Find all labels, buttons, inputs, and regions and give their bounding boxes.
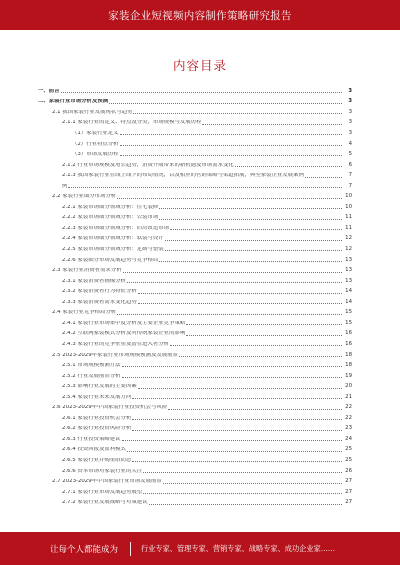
toc-dot-leader: [138, 388, 342, 389]
toc-entry-page: 3: [348, 129, 352, 136]
toc-entry-label: 2.2 家装行业细分市场分析: [52, 194, 117, 200]
toc-dot-leader: [122, 377, 342, 378]
toc-dot-leader: [235, 166, 342, 167]
toc-entry[interactable]: [38, 308, 352, 316]
toc-dot-leader: [120, 145, 342, 146]
toc-dot-leader: [168, 409, 342, 410]
toc-dot-leader: [123, 272, 342, 273]
toc-entry-label: 2.1.1 家装行业的定义、特点及分类，市场规模与发展历程: [62, 120, 202, 126]
toc-dot-leader: [117, 314, 342, 315]
toc-dot-leader: [149, 504, 342, 505]
toc-entry-page: 10: [345, 203, 352, 210]
toc-dot-leader: [127, 282, 342, 283]
toc-entry-label: 2.6.2 家装行业投资风险分析: [62, 426, 132, 432]
toc-entry-label: 2.6.3 行业投资策略建议: [62, 436, 121, 442]
toc-entry[interactable]: [38, 371, 352, 379]
toc-entry[interactable]: [38, 149, 352, 157]
toc-entry-page: 27: [345, 478, 352, 485]
toc-dot-leader: [120, 155, 342, 156]
toc-entry[interactable]: [38, 434, 352, 442]
toc-entry-page: 6: [348, 161, 352, 168]
toc-entry-page: 5: [348, 151, 352, 158]
toc-entry[interactable]: [38, 97, 352, 105]
report-header-bar: [0, 0, 400, 30]
toc-entry-page: 15: [345, 319, 352, 326]
footer-tagline: 行业专家、管理专家、营销专家、战略专家、成功企业家……: [141, 543, 336, 553]
toc-entry-page: 14: [345, 298, 352, 305]
toc-entry-label: 2.3.3 家装消费者需求变化趋势: [62, 299, 137, 305]
toc-entry[interactable]: [38, 192, 352, 200]
toc-entry[interactable]: [38, 297, 352, 305]
toc-entry-label: 2.6.1 家装行业投资机会分析: [62, 415, 132, 421]
toc-entry-page: 4: [348, 140, 352, 147]
toc-entry[interactable]: [38, 223, 352, 231]
toc-entry[interactable]: [38, 403, 352, 411]
toc-entry-label: （1）家装行业定义: [72, 130, 119, 136]
toc-dot-leader: [170, 345, 342, 346]
toc-entry-page: 18: [345, 351, 352, 358]
toc-entry-page: 22: [345, 414, 352, 421]
toc-entry-page: 19: [345, 372, 352, 379]
toc-entry-label: 2.5.4 家装行业未来发展方向: [62, 394, 132, 400]
toc-entry[interactable]: [38, 487, 352, 495]
toc-entry-page: 15: [345, 309, 352, 316]
toc-entry[interactable]: [38, 381, 352, 389]
toc-entry-label: 2.6 2023-2029年中国家装行业投资机会与风险: [52, 405, 168, 411]
toc-dot-leader: [186, 335, 342, 336]
footer-divider: [130, 542, 131, 556]
toc-entry-label: 2.1.3 我国家装行业在线上线下的布局情况，以及相应的营销策略与渠道拓展，典型家装企业发展案例: [62, 173, 304, 179]
toc-entry-page: 18: [345, 362, 352, 369]
toc-dot-leader: [165, 250, 342, 251]
toc-entry[interactable]: [38, 455, 352, 463]
toc-entry[interactable]: [38, 160, 352, 168]
toc-entry[interactable]: [38, 139, 352, 147]
toc-entry-page: 3: [348, 119, 352, 126]
toc-dot-leader: [143, 493, 342, 494]
toc-entry-label: 2.4.3 家装行业的竞争壁垒及潜在进入者分析: [62, 341, 170, 347]
toc-entry[interactable]: [38, 445, 352, 453]
toc-dot-leader: [122, 440, 342, 441]
toc-entry-page: 27: [345, 488, 352, 495]
toc-entry-label: 2.6.6 资本市场对家装行业的关注: [62, 468, 143, 474]
toc-entry-label: 2.7.1 家装行业市场发展趋势展望: [62, 489, 143, 495]
report-title: 家装企业短视频内容制作策略研究报告: [108, 9, 292, 22]
toc-dot-leader: [159, 261, 342, 262]
toc-entry-page: 13: [345, 277, 352, 284]
toc-entry-label: 2.5.2 行业发展前景分析: [62, 373, 121, 379]
toc-entry-page: 16: [345, 330, 352, 337]
toc-dot-leader: [159, 208, 342, 209]
toc-entry-label: 2.2.6 家装细分市场发展趋势与竞争格局: [62, 257, 159, 263]
toc-dot-leader: [138, 303, 342, 304]
toc-entry[interactable]: [38, 413, 352, 421]
toc-entry-page: 12: [345, 235, 352, 242]
footer-bar: [0, 532, 400, 565]
footer-slogan: 让每个人都能成为: [50, 544, 119, 555]
toc-entry-page: 7: [348, 172, 352, 179]
toc-entry-label: 2.5.1 市场规模预测方法: [62, 363, 121, 369]
toc-entry-label: 2.4 家装行业竞争格局分析: [52, 310, 117, 316]
toc-entry-page: 27: [345, 499, 352, 506]
toc-dot-leader: [117, 198, 342, 199]
toc-entry-label: 2.7.2 家装行业发展战略与对策建议: [62, 500, 148, 506]
toc-entry[interactable]: [38, 244, 352, 252]
toc-entry[interactable]: [38, 424, 352, 432]
toc-dot-leader: [127, 451, 342, 452]
toc-entry-page: 13: [345, 256, 352, 263]
toc-entry-page: 3: [348, 98, 352, 105]
toc-dot-leader: [165, 240, 342, 241]
toc-entry[interactable]: [38, 350, 352, 358]
toc-entry[interactable]: [38, 118, 352, 126]
toc-entry-page: 21: [345, 393, 352, 400]
toc-dot-leader: [133, 113, 342, 114]
toc-entry[interactable]: [38, 276, 352, 284]
toc-entry-label: 2.2.2 家装市场细分领域分析：公装市场: [62, 215, 159, 221]
toc-entry[interactable]: [38, 202, 352, 210]
toc-dot-leader: [120, 134, 342, 135]
toc-entry-page: 12: [345, 246, 352, 253]
toc-entry[interactable]: [38, 265, 352, 273]
toc-entry-label: 2.4.1 家装行业市场集中度分析及主要企业竞争策略: [62, 320, 186, 326]
toc-entry-label: 2.5 2023-2029年家装行业市场规模预测及发展前景: [52, 352, 178, 358]
toc-entry-label: （2）行业特点分析: [72, 141, 119, 147]
toc-entry-label: 2.4.2 互联网家装模式分析及对传统家装企业的影响: [62, 331, 186, 337]
toc-entry-page: 13: [345, 267, 352, 274]
toc-entry[interactable]: [38, 286, 352, 294]
toc-entry-page: 24: [345, 435, 352, 442]
toc-entry[interactable]: [38, 107, 352, 115]
toc-entry-page: 14: [345, 288, 352, 295]
toc-entry-page: 3: [348, 87, 352, 94]
toc-entry-page: 3: [348, 108, 352, 115]
toc-entry[interactable]: [38, 86, 352, 94]
toc-entry-label: 例: [62, 183, 68, 189]
toc-dot-leader: [159, 219, 342, 220]
toc-entry-label: 2.2.5 家装市场细分领域分析：定制与整装: [62, 247, 164, 253]
toc-entry-label: 2.6.5 家装行业并购重组动态: [62, 458, 132, 464]
toc-heading: 内容目录: [172, 58, 227, 73]
toc-entry[interactable]: [38, 466, 352, 474]
toc-dot-leader: [138, 293, 342, 294]
toc-dot-leader: [132, 419, 342, 420]
toc-entry-page: 11: [345, 214, 352, 221]
toc-entry-page: 22: [345, 404, 352, 411]
toc-entry-page: 26: [345, 467, 352, 474]
toc-entry-label: 2.3.2 家装消费者行为特征分析: [62, 289, 137, 295]
toc-entry-page: 16: [345, 340, 352, 347]
toc-entry[interactable]: [38, 255, 352, 263]
toc-entry[interactable]: [38, 128, 352, 136]
toc-entry-label: 2.3 家装行业消费者需求分析: [52, 268, 122, 274]
toc-entry-page: 25: [345, 457, 352, 464]
toc-entry-label: 2.2.1 家装市场细分领域分析：住宅装修: [62, 204, 159, 210]
toc-entry-label: 二、家装行业市场分析及预测: [38, 99, 109, 105]
toc-entry-page: 11: [345, 224, 352, 231]
toc-entry[interactable]: [38, 213, 352, 221]
toc-entry-page: 10: [345, 193, 352, 200]
toc-dot-leader: [143, 472, 342, 473]
toc-entry-page: 23: [345, 425, 352, 432]
toc-entry[interactable]: [38, 497, 352, 505]
toc-entry-label: 2.2.3 家装市场细分领域分析：旧房改造市场: [62, 225, 170, 231]
toc-entry-label: （3）市场发展历程: [72, 152, 119, 158]
toc-dot-leader: [61, 92, 342, 93]
toc-entry[interactable]: [38, 392, 352, 400]
toc-entry-label: 2.2.4 家装市场细分领域分析：软装与设计: [62, 236, 164, 242]
toc-entry-label: 2.6.4 投资回报及盈利模式: [62, 447, 126, 453]
toc-entry-label: 2.7 2023-2029年中国家装行业市场发展前景: [52, 479, 162, 485]
toc-entry-label: 2.3.1 家装消费者画像分析: [62, 278, 126, 284]
toc-entry[interactable]: [38, 360, 352, 368]
toc-dot-leader: [179, 356, 342, 357]
toc-dot-leader: [132, 461, 342, 462]
toc-dot-leader: [202, 124, 342, 125]
toc-entry[interactable]: [38, 181, 352, 189]
table-of-contents: [38, 86, 352, 518]
toc-entry-page: 25: [345, 446, 352, 453]
toc-entry-page: 7: [348, 182, 352, 189]
toc-entry-label: 一、前言: [38, 88, 60, 94]
toc-dot-leader: [186, 324, 342, 325]
toc-entry[interactable]: [38, 329, 352, 337]
toc-dot-leader: [170, 229, 342, 230]
toc-entry[interactable]: [38, 318, 352, 326]
toc-dot-leader: [163, 483, 342, 484]
toc-entry-label: 2.1 我国家装行业发展现状与趋势: [52, 109, 133, 115]
toc-entry[interactable]: [38, 170, 352, 178]
toc-dot-leader: [132, 398, 342, 399]
toc-dot-leader: [68, 187, 342, 188]
toc-entry[interactable]: [38, 339, 352, 347]
toc-dot-leader: [132, 430, 342, 431]
toc-entry[interactable]: [38, 234, 352, 242]
toc-dot-leader: [122, 366, 342, 367]
toc-dot-leader: [109, 103, 342, 104]
toc-dot-leader: [305, 177, 342, 178]
toc-entry-label: 2.5.3 影响行业发展的主要因素: [62, 384, 137, 390]
toc-entry-page: 20: [345, 383, 352, 390]
toc-entry[interactable]: [38, 476, 352, 484]
toc-entry-label: 2.1.2 行业市场规模及增长趋势，消费升级带来的新机遇及市场需求变化: [62, 162, 234, 168]
